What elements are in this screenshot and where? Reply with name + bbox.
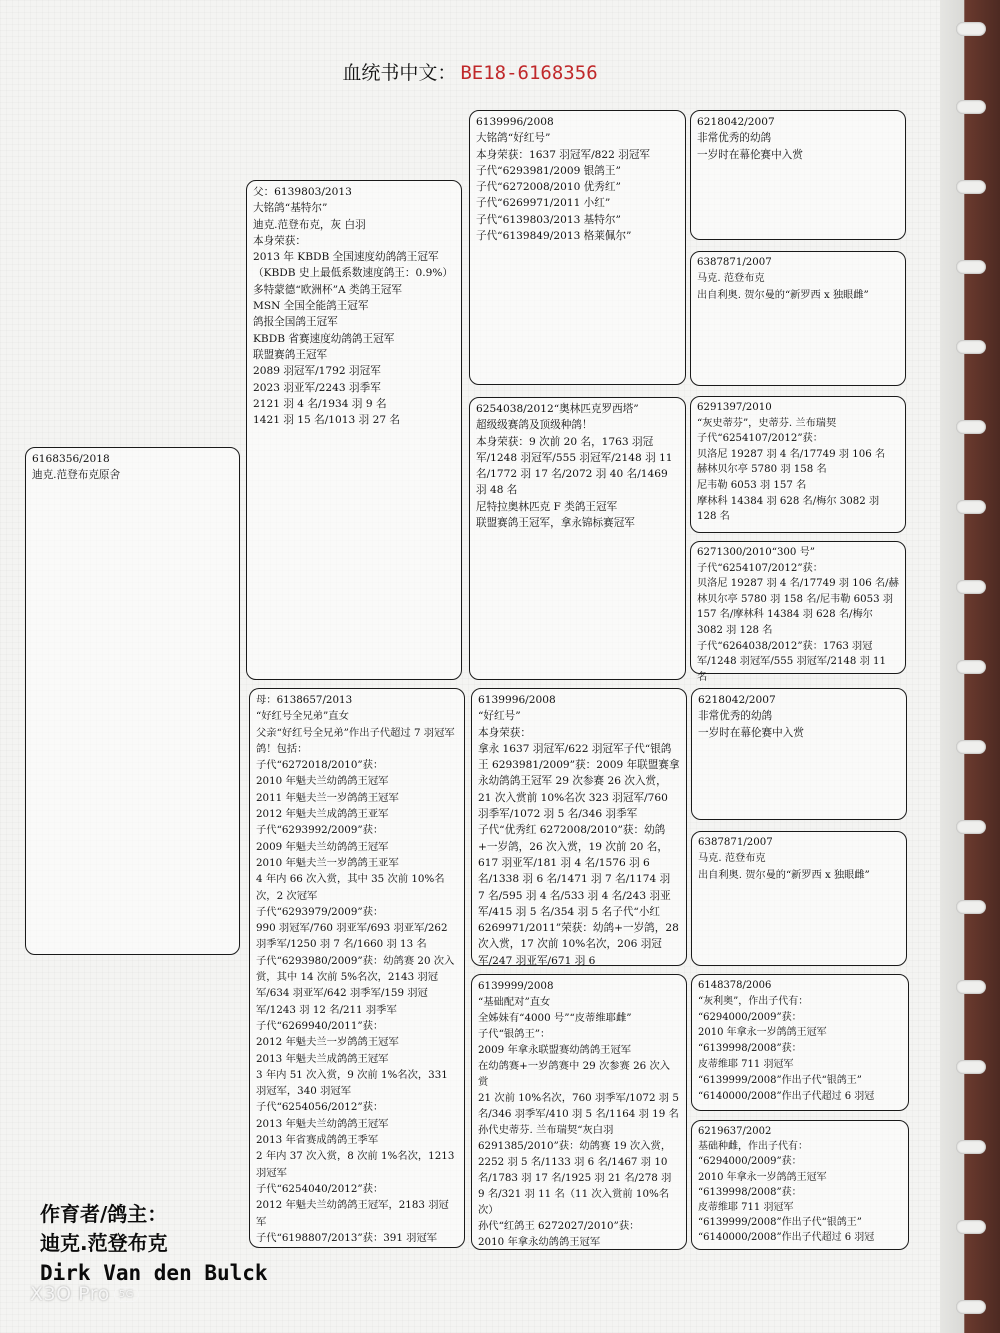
mmf-line: 2010 年拿永一岁鸽鸽王冠军: [698, 1027, 827, 1039]
mother-line: 子代“6293992/2009”获：: [256, 824, 384, 837]
breeder-name-cn: 迪克.范登布克: [40, 1231, 168, 1255]
mother-line: 990 羽冠军/760 羽亚军/693 羽亚军/262 羽季军/1250 羽 7 名/1660 羽 13 名: [256, 922, 448, 951]
fmf-line: “灰史蒂芬”，史蒂芬. 兰布瑞契: [697, 417, 837, 429]
father-line: 2089 羽冠军/1792 羽冠军: [253, 365, 381, 378]
father-line: 联盟赛鸽王冠军: [253, 348, 328, 361]
fff-line: 一岁时在幕伦赛中入赏: [697, 148, 803, 161]
mm-line: 孙代史蒂芬. 兰布瑞契“灰白羽 6291385/2010”获：幼鸽赛 19 次入赏，2252 羽 5 名/1133 羽 6 名/1467 羽 10 名/1783 羽 17 名/1925 羽 21 名/278 羽 9 名/321 羽 11 名（11 次入赏前 10%名次）: [478, 1124, 672, 1216]
mmm-line: “6139999/2008”作出子代“银鸽王”: [698, 1217, 862, 1229]
mm-line: 21 次前 10%名次，760 羽季军/1072 羽 5 名/346 羽季军/410 羽 5 名/1164 羽 19 名: [478, 1092, 679, 1120]
fmf-line: 赫林贝尔亭 5780 羽 158 名: [697, 464, 827, 476]
mother-line: 子代“6254056/2012”获：: [256, 1101, 384, 1114]
mmm-line: “6140000/2008”作出子代超过 6 羽冠: [698, 1232, 875, 1244]
fmm-line: 子代“6254107/2012”获：: [697, 562, 823, 574]
ffm-line: 马克. 范登布克: [697, 273, 765, 285]
fff-line: 非常优秀的幼鸽: [697, 132, 772, 145]
mmm-line: 6219637/2002: [698, 1126, 772, 1137]
mf-line: 拿永 1637 羽冠军/622 羽冠军子代“银鸽王 6293981/2009”获：2009 年联盟赛拿永幼鸽鸽王冠军 29 次参赛 26 次入赏，21 次入赏前 10%名次 323 羽冠军/760 羽季军/1072 羽 5 名/346 羽季军: [478, 742, 680, 821]
mother-line: 母：6138657/2013: [256, 694, 353, 706]
mother-line: 2012 年魁夫兰幼鸽鸽王冠军，2183 羽冠军: [256, 1199, 449, 1228]
father-line: 本身荣获：: [253, 234, 306, 247]
binder-hole: [956, 820, 986, 834]
mother-line: 子代“6293980/2009”获：幼鸽赛 20 次入赏，其中 14 次前 5%名次，2143 羽冠军/634 羽亚军/642 羽季军/159 羽冠军/1243 羽 12 名/211 羽季军: [256, 954, 455, 1016]
mf-line: 子代“优秀红 6272008/2010”获：幼鸽+一岁鸽，26 次入赏，19 次前 20 名，617 羽亚军/181 羽 4 名/1576 羽 6 名/1338 羽 6 名/1471 羽 7 名/1174 羽 7 名/595 羽 4 名/533 羽 4 名/243 羽亚军/415 羽 5 名/354 羽 5 名子代“小红 6269971/2011”荣获：幼鸽+一岁鸽，28 次入赏，17 次前 10%名次，206 羽冠军/247 羽亚军/671 羽 6: [478, 824, 679, 967]
sire-dam-dam-box: [690, 541, 906, 683]
subject-box: [25, 447, 240, 955]
dam-dam-sire-box: [691, 974, 909, 1111]
mm-line: 2009 年拿永联盟赛幼鸽鸽王冠军: [478, 1044, 632, 1056]
mother-line: 父亲“好红号全兄弟”作出子代超过 7 羽冠军鸽！包括：: [256, 726, 455, 755]
fm-line: 6254038/2012“奥林匹克罗西塔”: [476, 403, 639, 415]
page-title: [0, 58, 940, 85]
binder-hole: [956, 900, 986, 914]
sire-sire-sire-box: [690, 110, 906, 240]
fmf-line: 贝洛尼 19287 羽 4 名/17749 羽 106 名: [697, 448, 886, 460]
watermark-badge: 5G: [114, 1287, 139, 1302]
mmf-line: “6139998/2008”获：: [698, 1043, 802, 1055]
mmm-line: 2010 年拿永一岁鸽鸽王冠军: [698, 1171, 827, 1183]
binder-hole: [956, 580, 986, 594]
mmm-line: “6139998/2008”获：: [698, 1186, 802, 1198]
mother-line: 子代“6269940/2011”获：: [256, 1019, 384, 1032]
mf-line: 6139996/2008: [478, 694, 556, 706]
fmm-line: 6271300/2010“300 号”: [697, 547, 816, 558]
binder-hole: [956, 500, 986, 514]
binder-hole: [956, 660, 986, 674]
dam-sire-dam-box: [691, 831, 907, 966]
fm-line: 尼特拉奥林匹克 F 类鸽王冠军: [476, 500, 618, 513]
ff-line: 子代“6139849/2013 格莱佩尔”: [476, 230, 632, 243]
binder-hole: [956, 260, 986, 274]
mmf-line: 皮蒂维耶 711 羽冠军: [698, 1058, 794, 1070]
father-line: MSN 全国全能鸽王冠军: [253, 300, 369, 313]
ff-line: 子代“6269971/2011 小红”: [476, 197, 611, 210]
binder-hole: [956, 22, 986, 36]
mmm-line: 基础种雌，作出子代有：: [698, 1141, 808, 1153]
fmm-line: 贝洛尼 19287 羽 4 名/17749 羽 106 名/赫林贝尔亭 5780 羽 158 名/尼韦勒 6053 羽 157 名/摩林科 14384 羽 628 名/梅尔 3082 羽 128 名: [697, 578, 899, 636]
dam-sire-sire-box: [691, 688, 907, 820]
ff-line: 子代“6293981/2009 银鸽王”: [476, 164, 621, 177]
ffm-line: 出自利奥. 贺尔曼的“新罗西 x 独眼雌”: [697, 289, 869, 301]
binder-hole: [956, 1220, 986, 1234]
mother-line: 3 年内 51 次入赏，9 次前 1%名次，331 羽冠军，340 羽冠军: [256, 1068, 448, 1098]
mother-line: 子代“6254040/2012”获：: [256, 1182, 384, 1195]
dam-box: [249, 688, 465, 1248]
sire-dam-box: [469, 397, 686, 680]
ff-line: 本身荣获：1637 羽冠军/822 羽冠军: [476, 148, 651, 161]
fmm-line: 子代“6264038/2012”获：1763 羽冠军/1248 羽冠军/555 羽冠军/2148 羽 11 名: [697, 640, 887, 683]
father-line: 父：6139803/2013: [253, 186, 352, 198]
binder-hole: [956, 340, 986, 354]
mff-line: 非常优秀的幼鸽: [698, 710, 773, 723]
father-line: 2013 年 KBDB 全国速度幼鸽鸽王冠军: [253, 251, 439, 264]
father-line: （KBDB 史上最低系数速度鸽王：0.9%）: [253, 267, 453, 280]
mother-line: 2013 年魁夫兰幼鸽鸽王冠军: [256, 1117, 389, 1130]
mother-line: 2012 年魁夫兰成鸽鸽王亚军: [256, 808, 389, 821]
mother-line: 子代“6198807/2013”获：391 羽冠军: [256, 1231, 438, 1244]
sire-box: [246, 180, 462, 680]
binder-hole: [956, 1060, 986, 1074]
title-label: 血统书中文：: [342, 62, 457, 84]
father-line: 多特蒙德“欧洲杯”A 类鸽王冠军: [253, 283, 402, 296]
breeder-name-en: Dirk Van den Bulck: [40, 1261, 268, 1285]
father-line: 2023 羽亚军/2243 羽季军: [253, 381, 381, 394]
mother-line: 2 年内 37 次入赏，8 次前 1%名次，1213 羽冠军: [256, 1150, 455, 1179]
breeder-label: 作育者/鸽主：: [40, 1202, 168, 1226]
mother-line: 2011 年魁夫兰一岁鸽鸽王冠军: [256, 791, 399, 804]
breeder-signature: [40, 1200, 268, 1288]
mother-line: 2009 年魁夫兰幼鸽鸽王冠军: [256, 840, 389, 853]
mmf-line: “6139999/2008”作出子代“银鸽王”: [698, 1074, 862, 1086]
mm-line: 全姊妹有“4000 号”“皮蒂维耶雌”: [478, 1012, 632, 1024]
binder-hole: [956, 1140, 986, 1154]
mother-line: “好红号全兄弟”直女: [256, 710, 349, 723]
father-line: 大铭鸽“基特尔”: [253, 202, 328, 215]
mmm-line: 皮蒂维耶 711 羽冠军: [698, 1202, 794, 1214]
fm-line: 超级级赛鸽及顶级种鸽！: [476, 419, 593, 432]
mother-line: 子代“6293979/2009”获：: [256, 905, 384, 918]
mmf-line: “6140000/2008”作出子代超过 6 羽冠: [698, 1090, 875, 1102]
binder-hole: [956, 100, 986, 114]
mother-line: 子代“6272018/2010”获：: [256, 759, 384, 772]
mm-line: 6139999/2008: [478, 980, 554, 992]
mm-line: 孙代“红鸽王 6272027/2010”获：: [478, 1220, 640, 1232]
mmf-line: “6294000/2009”获：: [698, 1011, 802, 1023]
ring-number: BE18-6168356: [460, 62, 598, 84]
fff-line: 6218042/2007: [697, 116, 775, 128]
binder-hole: [956, 740, 986, 754]
mmf-line: 6148378/2006: [698, 980, 772, 991]
fmf-line: 摩林科 14384 羽 628 名/梅尔 3082 羽 128 名: [697, 495, 880, 523]
mm-line: 子代“银鸽王”：: [478, 1028, 551, 1040]
binder-hole: [956, 180, 986, 194]
ff-line: 子代“6272008/2010 优秀红”: [476, 181, 621, 194]
father-line: 2121 羽 4 名/1934 羽 9 名: [253, 397, 387, 410]
mfm-line: 出自利奥. 贺尔曼的“新罗西 x 独眼雌”: [698, 869, 870, 881]
fm-line: 联盟赛鸽王冠军，拿永锦标赛冠军: [476, 517, 635, 530]
mmm-line: “6294000/2009”获：: [698, 1156, 802, 1168]
binder-hole: [956, 980, 986, 994]
father-line: 迪克.范登布克，灰 白羽: [253, 218, 366, 231]
subject-line: 迪克.范登布克原舍: [32, 469, 121, 482]
mff-line: 6218042/2007: [698, 694, 776, 706]
ff-line: 大铭鸽“好红号”: [476, 132, 551, 145]
mother-line: 2010 年魁夫兰一岁鸽鸽王亚军: [256, 856, 399, 869]
mf-line: 本身荣获：: [478, 726, 531, 739]
mother-line: 4 年内 66 次入赏，其中 35 次前 10%名次，2 次冠军: [256, 873, 445, 902]
mm-line: “基础配对”直女: [478, 996, 551, 1008]
binder-hole: [956, 420, 986, 434]
sire-dam-sire-box: [690, 396, 906, 533]
mfm-line: 6387871/2007: [698, 837, 773, 848]
mfm-line: 马克. 范登布克: [698, 853, 766, 865]
ff-line: 6139996/2008: [476, 116, 554, 128]
mother-line: 2013 年省赛成鸽鸽王季军: [256, 1134, 379, 1147]
mother-line: 2010 年魁夫兰幼鸽鸽王冠军: [256, 775, 389, 788]
binder-hole: [956, 1300, 986, 1314]
dam-dam-dam-box: [691, 1120, 909, 1250]
fm-line: 本身荣获：9 次前 20 名，1763 羽冠军/1248 羽冠军/555 羽冠军/2148 羽 11 名/1772 羽 17 名/2072 羽 40 名/1469 羽 48 名: [476, 435, 673, 497]
mmf-line: “灰利奥”，作出子代有：: [698, 995, 809, 1007]
ff-line: 子代“6139803/2013 基特尔”: [476, 213, 621, 226]
mm-line: 在幼鸽赛+一岁鸽赛中 29 次参赛 26 次入赏: [478, 1060, 671, 1088]
father-line: 鸽报全国鸽王冠军: [253, 316, 338, 329]
camera-watermark: [30, 1283, 139, 1305]
father-line: 1421 羽 15 名/1013 羽 27 名: [253, 414, 401, 427]
watermark-brand: X3O Pro: [30, 1283, 110, 1305]
mf-line: “好红号”: [478, 710, 521, 723]
subject-line: 6168356/2018: [32, 453, 110, 465]
fmf-line: 6291397/2010: [697, 402, 772, 413]
dam-sire-box: [471, 688, 687, 966]
mother-line: 2012 年魁夫兰一岁鸽鸽王冠军: [256, 1036, 399, 1049]
sire-sire-dam-box: [690, 251, 906, 386]
dam-dam-box: [471, 974, 687, 1250]
father-line: KBDB 省赛速度幼鸽鸽王冠军: [253, 332, 395, 345]
fmf-line: 子代“6254107/2012”获：: [697, 433, 823, 445]
mother-line: 2013 年魁夫兰成鸽鸽王冠军: [256, 1052, 389, 1065]
mff-line: 一岁时在幕伦赛中入赏: [698, 726, 804, 739]
sire-sire-box: [469, 110, 686, 385]
ffm-line: 6387871/2007: [697, 257, 772, 268]
fmf-line: 尼韦勒 6053 羽 157 名: [697, 479, 807, 491]
mm-line: 2010 年拿永幼鸽鸽王冠军: [478, 1236, 601, 1248]
